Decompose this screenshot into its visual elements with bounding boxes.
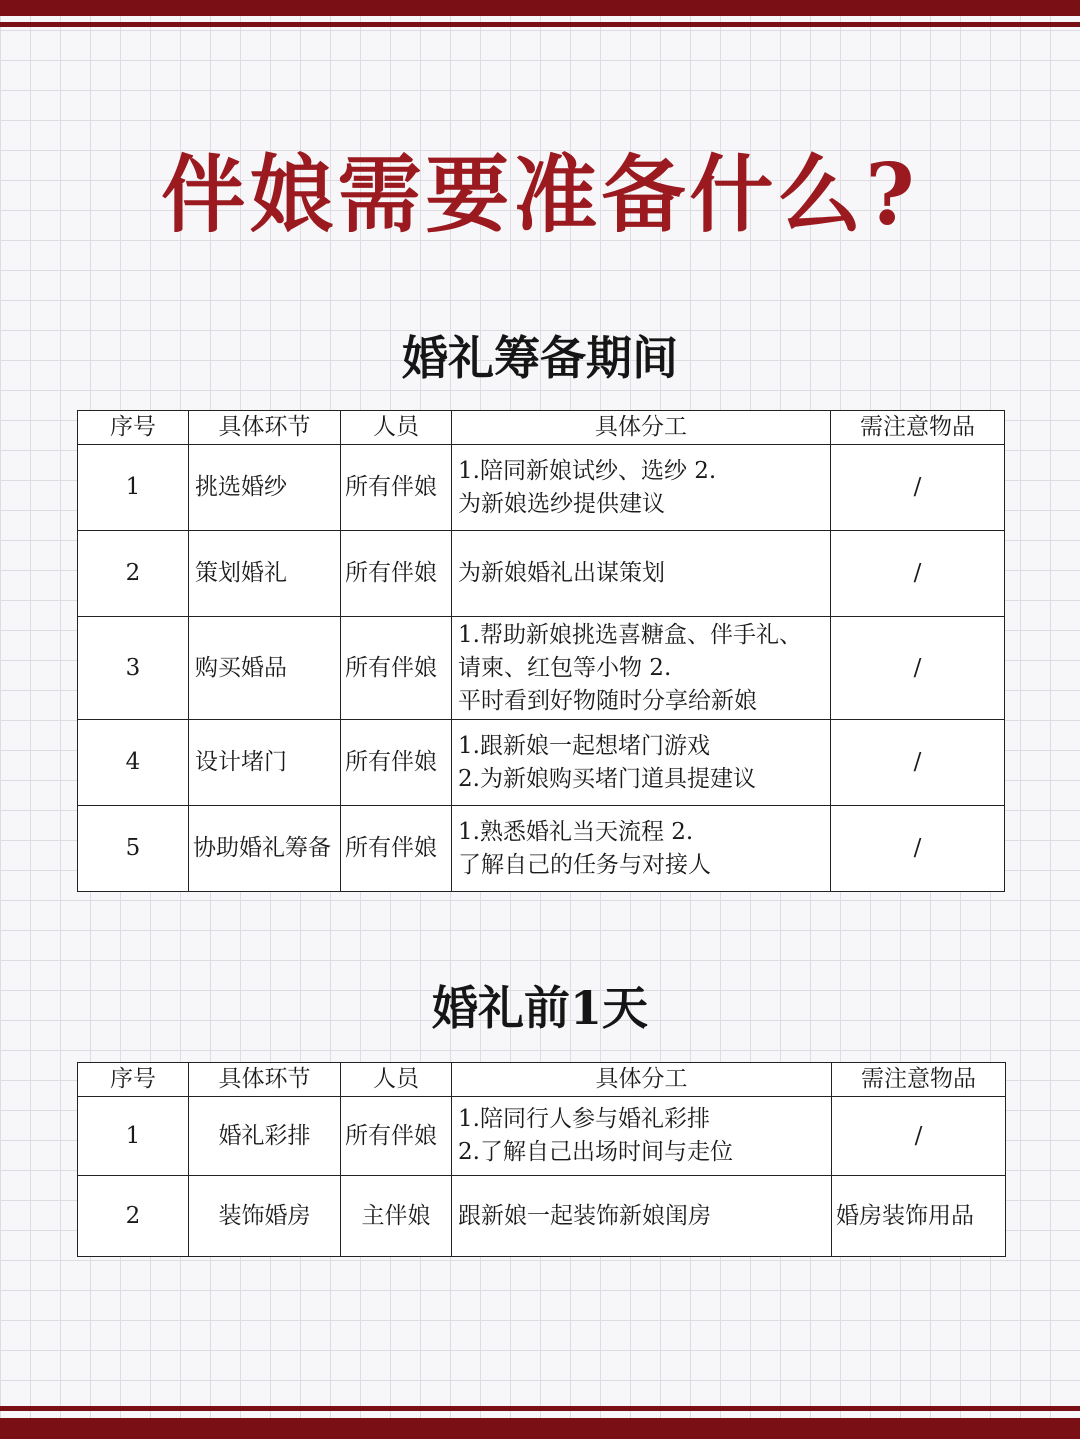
- cell-step: 婚礼彩排: [189, 1097, 341, 1176]
- header-items: 需注意物品: [831, 411, 1005, 445]
- task-line: 2.了解自己出场时间与走位: [458, 1139, 733, 1165]
- cell-no: 5: [78, 806, 189, 892]
- cell-person: 所有伴娘: [341, 1097, 452, 1176]
- cell-tasks: [452, 806, 831, 892]
- cell-tasks: [452, 720, 831, 806]
- header-tasks: 具体分工: [452, 1063, 832, 1097]
- cell-person: 所有伴娘: [341, 445, 452, 531]
- cell-items: /: [831, 806, 1005, 892]
- cell-no: 1: [78, 1097, 189, 1176]
- table-row: [78, 1097, 1006, 1176]
- cell-items: /: [831, 445, 1005, 531]
- table-header-row: [78, 411, 1005, 445]
- cell-items: /: [831, 720, 1005, 806]
- table-row: [78, 720, 1005, 806]
- header-person: 人员: [341, 411, 452, 445]
- cell-person: 所有伴娘: [341, 806, 452, 892]
- cell-person: 主伴娘: [341, 1176, 452, 1257]
- cell-person: 所有伴娘: [341, 617, 452, 720]
- task-line: 1.帮助新娘挑选喜糖盒、伴手礼、: [458, 621, 802, 648]
- cell-no: 1: [78, 445, 189, 531]
- cell-no: 3: [78, 617, 189, 720]
- header-step: 具体环节: [189, 411, 341, 445]
- table-header-row: [78, 1063, 1006, 1097]
- cell-no: 4: [78, 720, 189, 806]
- header-tasks: 具体分工: [452, 411, 831, 445]
- preparation-table: [77, 410, 1005, 892]
- cell-step: 装饰婚房: [189, 1176, 341, 1257]
- cell-tasks: [452, 617, 831, 720]
- cell-step: 购买婚品: [189, 617, 341, 720]
- header-no: 序号: [78, 1063, 189, 1097]
- task-line: 平时看到好物随时分享给新娘: [458, 687, 757, 714]
- table-row: [78, 617, 1005, 720]
- cell-step: 设计堵门: [189, 720, 341, 806]
- header-person: 人员: [341, 1063, 452, 1097]
- task-line: 1.陪同行人参与婚礼彩排: [458, 1106, 710, 1132]
- task-line: 跟新娘一起装饰新娘闺房: [458, 1202, 711, 1229]
- task-line: 为新娘婚礼出谋策划: [458, 560, 665, 586]
- task-line: 1.跟新娘一起想堵门游戏: [458, 732, 710, 759]
- cell-step: 策划婚礼: [189, 531, 341, 617]
- header-items: 需注意物品: [832, 1063, 1006, 1097]
- task-line: 请柬、红包等小物 2.: [458, 654, 672, 681]
- cell-person: 所有伴娘: [341, 720, 452, 806]
- cell-step: 协助婚礼筹备: [189, 806, 341, 892]
- table-row: [78, 1176, 1006, 1257]
- bottom-border-thin: [0, 1406, 1080, 1411]
- task-line: 2.为新娘购买堵门道具提建议: [458, 765, 756, 792]
- cell-items: /: [831, 617, 1005, 720]
- top-border-thick: [0, 0, 1080, 16]
- day-before-table: [77, 1062, 1006, 1257]
- cell-person: 所有伴娘: [341, 531, 452, 617]
- cell-tasks: [452, 531, 831, 617]
- cell-tasks: [452, 1097, 832, 1176]
- top-border-thin: [0, 22, 1080, 27]
- cell-items: 婚房装饰用品: [832, 1176, 1006, 1257]
- cell-items: /: [832, 1097, 1006, 1176]
- task-line: 1.熟悉婚礼当天流程 2.: [458, 818, 694, 845]
- cell-no: 2: [78, 531, 189, 617]
- cell-no: 2: [78, 1176, 189, 1257]
- task-line: 了解自己的任务与对接人: [458, 851, 711, 878]
- cell-tasks: [452, 1176, 832, 1257]
- cell-step: 挑选婚纱: [189, 445, 341, 531]
- table-row: [78, 445, 1005, 531]
- task-line: 为新娘选纱提供建议: [458, 490, 665, 517]
- bottom-border-thick: [0, 1418, 1080, 1439]
- table-row: [78, 806, 1005, 892]
- task-line: 1.陪同新娘试纱、选纱 2.: [458, 457, 717, 484]
- table-row: [78, 531, 1005, 617]
- header-step: 具体环节: [189, 1063, 341, 1097]
- section-title-day-before: 婚礼前1天: [431, 981, 648, 1035]
- header-no: 序号: [78, 411, 189, 445]
- page-title: 伴娘需要准备什么?: [161, 145, 919, 244]
- cell-items: /: [831, 531, 1005, 617]
- bottom-border: [0, 1406, 1080, 1439]
- cell-tasks: [452, 445, 831, 531]
- section-title-preparation: 婚礼筹备期间: [402, 331, 678, 385]
- top-border: [0, 0, 1080, 30]
